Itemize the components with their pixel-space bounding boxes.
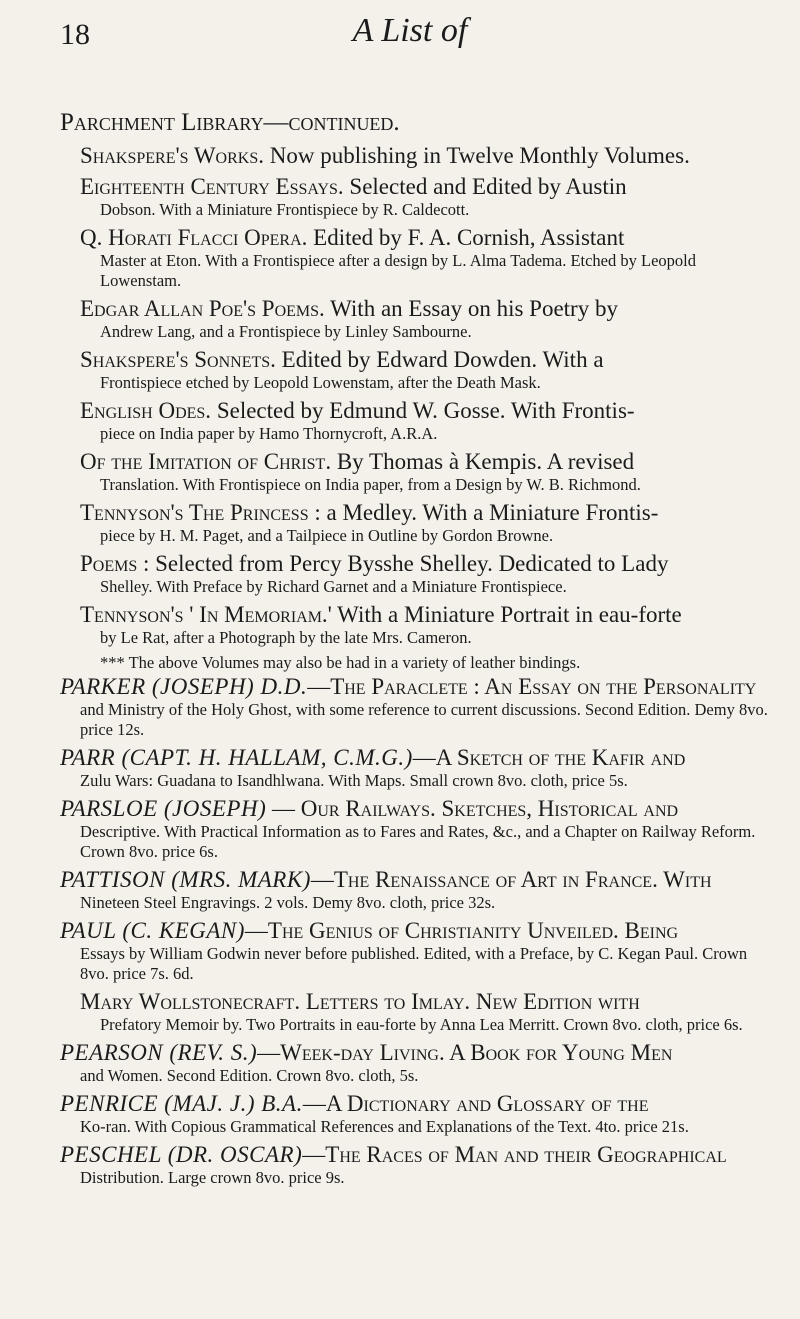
- list-item: [80, 988, 778, 1035]
- entry-rest: Edited by F. A. Cornish, Assistant: [307, 225, 625, 250]
- list-item: [60, 795, 778, 862]
- entry-title: —The Genius of Christianity Unveiled. Being: [244, 918, 679, 943]
- entry-title: Eighteenth Century Essays.: [80, 174, 344, 199]
- entry-detail: Zulu Wars: Guadana to Isandhlwana. With Maps. Small crown 8vo. cloth, price 5s.: [80, 771, 628, 790]
- entry-author: PESCHEL (DR. OSCAR): [60, 1142, 303, 1167]
- entry-author: PAUL (C. KEGAN): [60, 918, 245, 943]
- list-item: [80, 601, 778, 648]
- entry-author: PENRICE (MAJ. J.) B.A.: [60, 1091, 303, 1116]
- entry-detail: Distribution. Large crown 8vo. price 9s.: [80, 1168, 345, 1187]
- entry-title: —The Races of Man and their Geographical: [302, 1142, 727, 1167]
- list-item: [80, 295, 778, 342]
- entry-rest: Edited by Edward Dowden. With a: [275, 347, 604, 372]
- entry-author: PARKER (JOSEPH) D.D.: [60, 674, 308, 699]
- entry-rest: By Thomas à Kempis. A revised: [331, 449, 635, 474]
- list-item: [60, 866, 778, 913]
- entry-detail: piece on India paper by Hamo Thornycroft, A.R.A.: [100, 424, 438, 443]
- entry-title: Mary Wollstonecraft. Letters to Imlay. New Edition with: [80, 989, 640, 1014]
- entry-title: — Our Railways. Sketches, Historical and: [266, 796, 679, 821]
- entry-detail: Dobson. With a Miniature Frontispiece by R. Caldecott.: [100, 200, 470, 219]
- list-item: [80, 397, 778, 444]
- running-head: [60, 10, 760, 60]
- entry-title: —The Paraclete : An Essay on the Personality: [307, 674, 757, 699]
- list-item: [80, 173, 778, 220]
- list-item: [60, 744, 778, 791]
- entry-title: Tennyson's ' In Memoriam.': [80, 602, 332, 627]
- entry-detail: Master at Eton. With a Frontispiece after a design by L. Alma Tadema. Etched by Leopold Lowenstam.: [100, 251, 696, 290]
- entry-author: PATTISON (MRS. MARK): [60, 867, 311, 892]
- list-item: [80, 448, 778, 495]
- entry-title: English Odes.: [80, 398, 212, 423]
- entry-title: Q. Horati Flacci Opera.: [80, 225, 308, 250]
- list-item: [80, 224, 778, 291]
- bindings-note: *** The above Volumes may also be had in a variety of leather bindings.: [100, 653, 581, 672]
- list-item: [80, 142, 778, 169]
- entry-title: —A Dictionary and Glossary of the: [302, 1091, 649, 1116]
- entry-rest: Selected and Edited by Austin: [343, 174, 627, 199]
- entry-rest: With a Miniature Portrait in eau-forte: [331, 602, 682, 627]
- entry-detail: Prefatory Memoir by. Two Portraits in eau-forte by Anna Lea Merritt. Crown 8vo. cloth, price 6s.: [100, 1015, 743, 1034]
- entry-rest: With an Essay on his Poetry by: [324, 296, 618, 321]
- entry-author: PEARSON (REV. S.): [60, 1040, 258, 1065]
- list-item: [80, 499, 778, 546]
- page-content: [60, 108, 778, 1192]
- list-item: [60, 1090, 778, 1137]
- entry-title: Tennyson's The Princess :: [80, 500, 321, 525]
- entry-detail: by Le Rat, after a Photograph by the late Mrs. Cameron.: [100, 628, 472, 647]
- list-item: [80, 550, 778, 597]
- entry-detail: piece by H. M. Paget, and a Tailpiece in Outline by Gordon Browne.: [100, 526, 554, 545]
- entry-title: Shakspere's Sonnets.: [80, 347, 276, 372]
- entry-detail: Nineteen Steel Engravings. 2 vols. Demy 8vo. cloth, price 32s.: [80, 893, 496, 912]
- entry-title: Poems :: [80, 551, 150, 576]
- list-item: [80, 346, 778, 393]
- list-item: [60, 1039, 778, 1086]
- entry-title: —The Renaissance of Art in France. With: [310, 867, 712, 892]
- page-number: 18: [60, 18, 90, 51]
- entry-title: Edgar Allan Poe's Poems.: [80, 296, 325, 321]
- entry-detail: Ko-ran. With Copious Grammatical References and Explanations of the Text. 4to. price 21s.: [80, 1117, 689, 1136]
- entry-detail: and Women. Second Edition. Crown 8vo. cloth, 5s.: [80, 1066, 419, 1085]
- entry-detail: Shelley. With Preface by Richard Garnet and a Miniature Frontispiece.: [100, 577, 567, 596]
- entry-detail: Frontispiece etched by Leopold Lowenstam, after the Death Mask.: [100, 373, 541, 392]
- entry-detail: Essays by William Godwin never before published. Edited, with a Preface, by C. Kegan Paul. Crown 8vo. price 7s. 6d.: [80, 944, 748, 983]
- entry-title: —Week-day Living. A Book for Young Men: [257, 1040, 673, 1065]
- entry-author: PARR (CAPT. H. HALLAM, C.M.G.): [60, 745, 413, 770]
- entry-author: PARSLOE (JOSEPH): [60, 796, 267, 821]
- entry-title: Shakspere's Works.: [80, 143, 264, 168]
- author-entries: [60, 673, 778, 1188]
- list-item: [60, 1141, 778, 1188]
- entry-detail: Descriptive. With Practical Information as to Fares and Rates, &c., and a Chapter on Railway Reform. Crown 8vo. price 6s.: [80, 822, 756, 861]
- entry-title: Of the Imitation of Christ.: [80, 449, 332, 474]
- parchment-entries: [80, 142, 778, 673]
- entry-detail: Translation. With Frontispiece on India paper, from a Design by W. B. Richmond.: [100, 475, 641, 494]
- entry-rest: Selected by Edmund W. Gosse. With Frontis-: [211, 398, 635, 423]
- entry-detail: and Ministry of the Holy Ghost, with some reference to current discussions. Second Edition. Demy 8vo. price 12s.: [80, 700, 768, 739]
- entry-rest: Selected from Percy Bysshe Shelley. Dedicated to Lady: [149, 551, 669, 576]
- running-title: A List of: [352, 12, 468, 49]
- section-heading: Parchment Library—continued.: [60, 109, 400, 136]
- entry-rest: Now publishing in Twelve Monthly Volumes.: [264, 143, 690, 168]
- list-item: [60, 917, 778, 984]
- entry-detail: Andrew Lang, and a Frontispiece by Linley Sambourne.: [100, 322, 472, 341]
- entry-rest: a Medley. With a Miniature Frontis-: [320, 500, 659, 525]
- entry-title: —A Sketch of the Kafir and: [412, 745, 686, 770]
- list-item: [60, 673, 778, 740]
